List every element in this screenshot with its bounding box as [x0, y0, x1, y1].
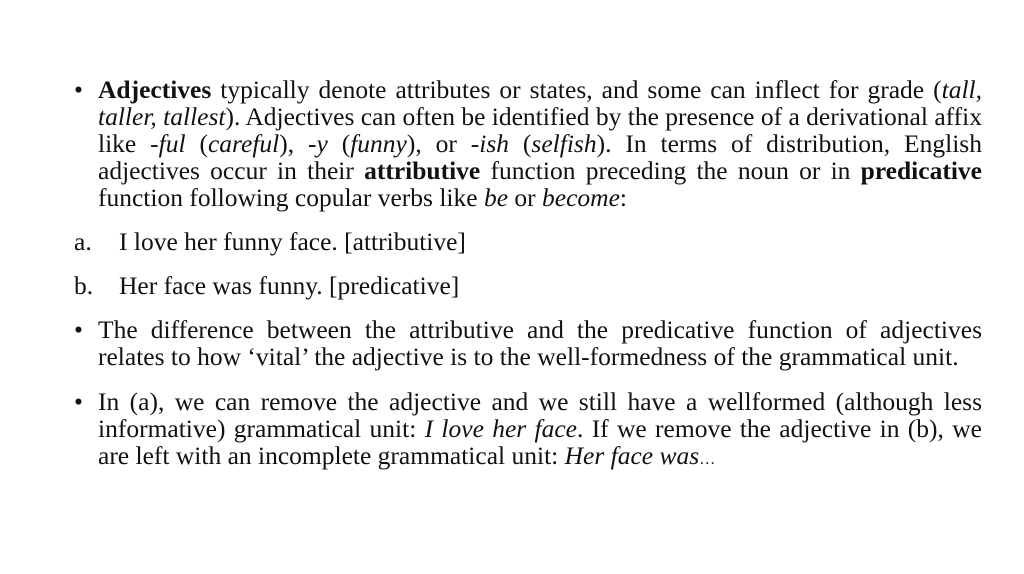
bullet-text [98, 76, 982, 211]
text-run: . If we remove the adjective in (b), we are left with an incomplete grammatical unit: [98, 414, 982, 470]
example-a [72, 228, 982, 255]
example-become: become [542, 183, 620, 212]
example-be: be [483, 183, 509, 212]
text-run: ( [327, 129, 351, 158]
example-funny: funny [350, 129, 407, 158]
affix-ful: -ful [150, 129, 186, 158]
text-run: ( [185, 129, 208, 158]
affix-y: -y [308, 129, 328, 158]
slide-content [72, 76, 982, 473]
text-run: : [619, 183, 627, 212]
text-run: ), or [406, 129, 471, 158]
affix-ish: -ish [470, 129, 510, 158]
example-text-b: Her face was funny. [predicative] [119, 271, 460, 300]
example-i-love-her-face: I love her face [424, 414, 577, 443]
text-run: function preceding the noun or in [480, 156, 861, 185]
example-grades: tall, taller, tallest [98, 75, 982, 131]
example-b [72, 272, 982, 299]
text-run: ). In terms of distribution, English adjectives occur in their [98, 129, 982, 185]
text-run: In (a), we can remove the adjective and we still have a wellformed (although less informative) grammatical unit: [98, 387, 982, 443]
term-attributive: attributive [364, 156, 481, 185]
bullet-removal [72, 388, 982, 473]
example-text-a: I love her funny face. [attributive] [119, 227, 466, 256]
text-run: ), [279, 129, 309, 158]
text-run: ). Adjectives can often be identified by the presence of a derivational affix like [98, 102, 983, 158]
term-adjectives: Adjectives [98, 75, 212, 104]
bullet-marker: • [74, 75, 83, 104]
example-marker-b: b. [74, 271, 94, 300]
text-run: or [508, 183, 543, 212]
bullet-text [98, 388, 982, 473]
bullet-difference [72, 316, 982, 370]
ellipsis: … [699, 451, 716, 468]
example-her-face-was: Her face was [564, 441, 700, 470]
term-predicative: predicative [860, 156, 982, 185]
text-run: ( [509, 129, 532, 158]
text-run: function following copular verbs like [98, 183, 484, 212]
bullet-marker: • [74, 387, 83, 416]
bullet-adjectives-definition [72, 76, 982, 211]
example-marker-a: a. [74, 227, 92, 256]
bullet-marker: • [74, 315, 83, 344]
text-run: typically denote attributes or states, and some can inflect for grade ( [211, 75, 942, 104]
example-careful: careful [207, 129, 280, 158]
example-selfish: selfish [531, 129, 597, 158]
bullet-text: The difference between the attributive and the predicative function of adjectives relates to how ‘vital’ the adjective is to the well-formedness of the grammatical unit. [98, 315, 982, 371]
